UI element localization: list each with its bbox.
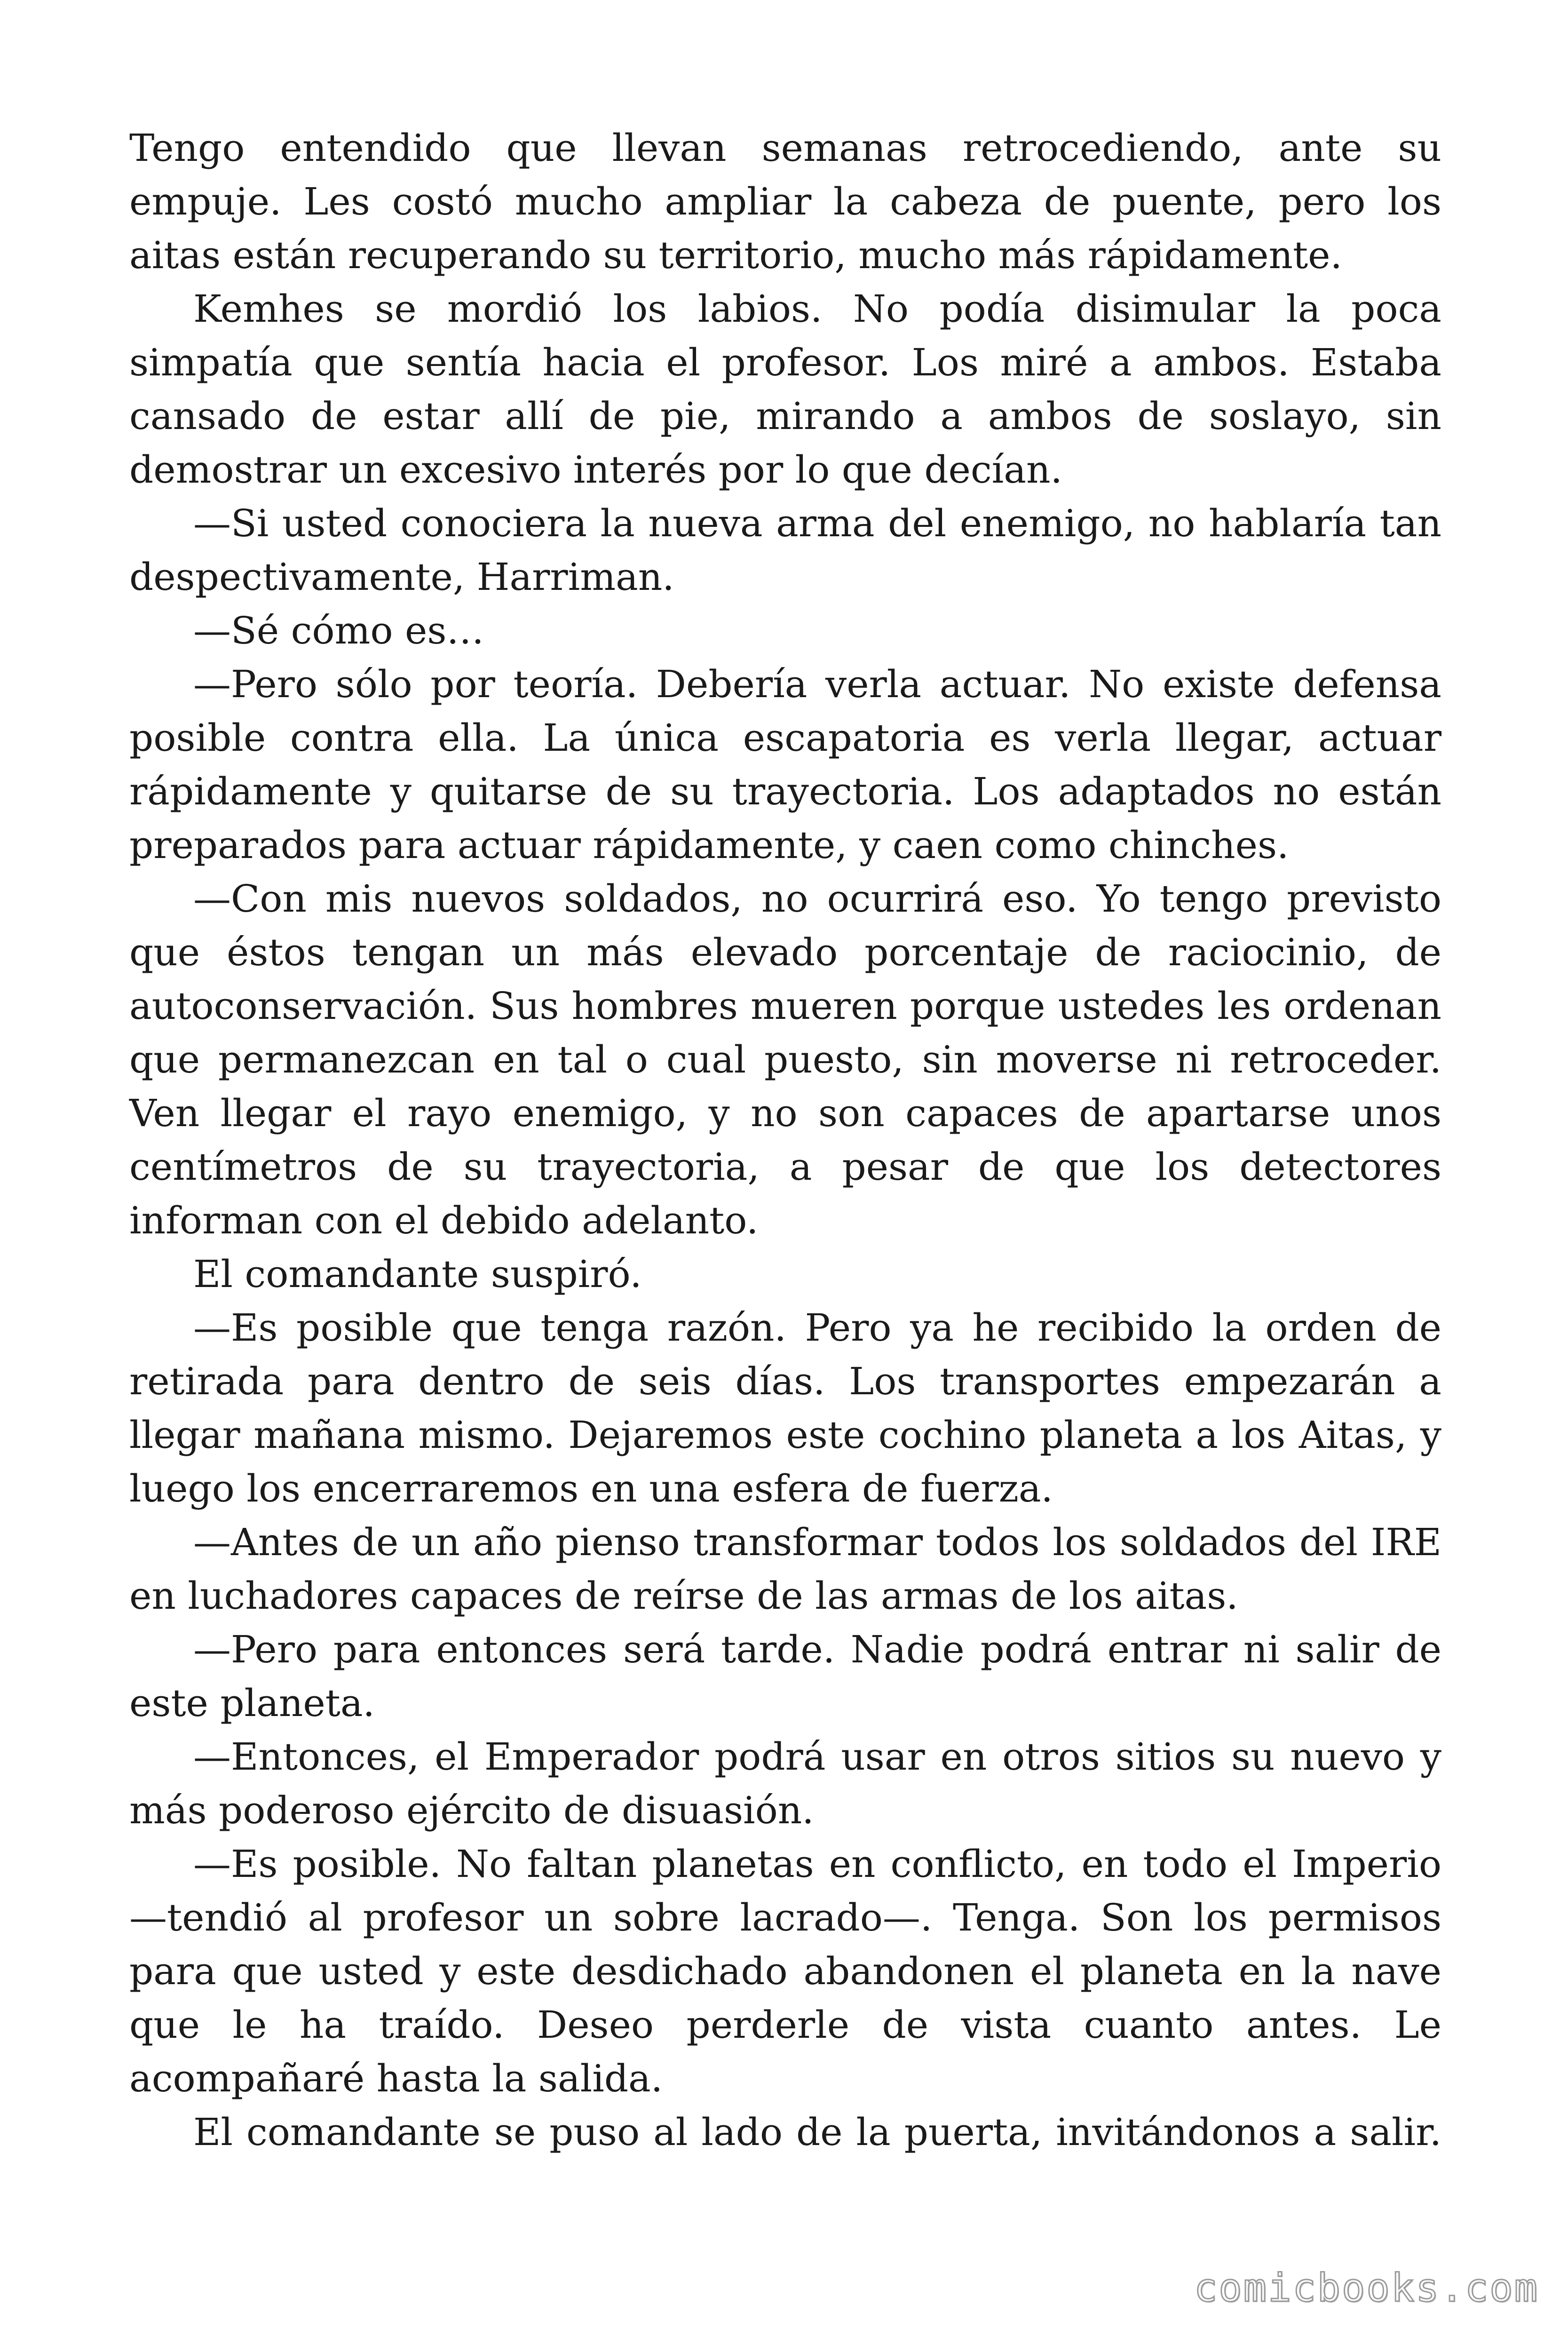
paragraph-5: —Pero sólo por teoría. Debería verla actuar. No existe defensa posible contra ella. La única escapatoria es verla llegar, actuar rápidamente y quitarse de su trayectoria. Los adaptados no están preparados para actuar rápidamente, y caen como chinches. [129,662,1441,867]
paragraph-3: —Si usted conociera la nueva arma del enemigo, no hablaría tan despectivamente, Harriman. [129,501,1441,599]
paragraph-6: —Con mis nuevos soldados, no ocurrirá eso. Yo tengo previsto que éstos tengan un más elevado porcentaje de raciocinio, de autoconservación. Sus hombres mueren porque ustedes les ordenan que permanezcan en tal o cual puesto, sin moverse ni retroceder. Ven llegar el rayo enemigo, y no son capaces de apartarse unos centímetros de su trayectoria, a pesar de que los detectores informan con el debido adelanto. [129,877,1441,1242]
paragraph-2: Kemhes se mordió los labios. No podía disimular la poca simpatía que sentía hacia el profesor. Los miré a ambos. Estaba cansado de estar allí de pie, mirando a ambos de soslayo, sin demostrar un excesivo interés por lo que decían. [129,287,1441,492]
paragraph-11: —Entonces, el Emperador podrá usar en otros sitios su nuevo y más poderoso ejército de disuasión. [129,1735,1441,1832]
paragraph-9: —Antes de un año pienso transformar todos los soldados del IRE en luchadores capaces de reírse de las armas de los aitas. [129,1520,1441,1618]
paragraph-8: —Es posible que tenga razón. Pero ya he recibido la orden de retirada para dentro de seis días. Los transportes empezarán a llegar mañana mismo. Dejaremos este cochino planeta a los Aitas, y luego los encerraremos en una esfera de fuerza. [129,1306,1441,1510]
watermark-logo: comicbooks.com [1194,2266,1539,2311]
book-page-text [129,121,1441,2159]
paragraph-4: —Sé cómo es… [193,609,484,652]
paragraph-13: El comandante se puso al lado de la puerta, invitándonos a salir. [193,2110,1441,2154]
paragraph-12: —Es posible. No faltan planetas en conflicto, en todo el Imperio —tendió al profesor un sobre lacrado—. Tenga. Son los permisos para que usted y este desdichado abandonen el planeta en la nave que le ha traído. Deseo perderle de vista cuanto antes. Le acompañaré hasta la salida. [129,1842,1441,2100]
paragraph-7: El comandante suspiró. [193,1252,642,1296]
paragraph-10: —Pero para entonces será tarde. Nadie podrá entrar ni salir de este planeta. [129,1628,1441,1725]
paragraph-1: Tengo entendido que llevan semanas retrocediendo, ante su empuje. Les costó mucho ampliar la cabeza de puente, pero los aitas están recuperando su territorio, mucho más rápidamente. [129,126,1441,277]
